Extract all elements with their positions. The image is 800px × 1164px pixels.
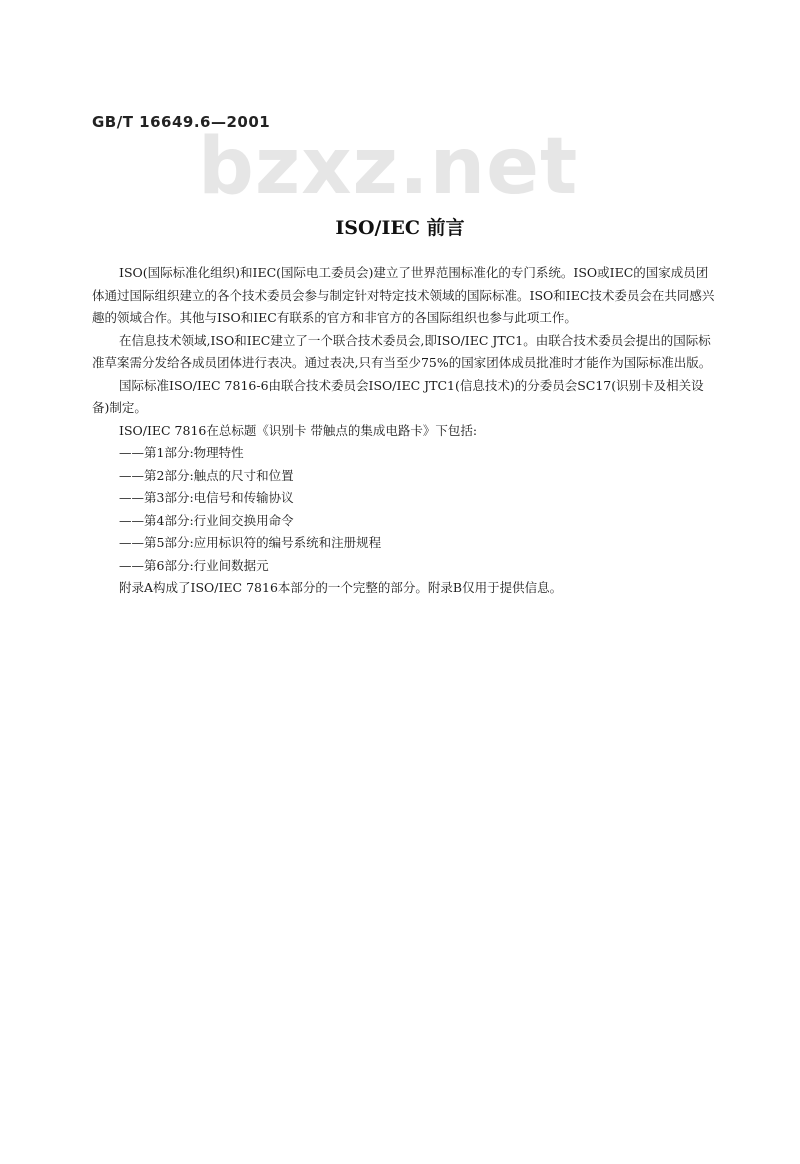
paragraph: 在信息技术领域,ISO和IEC建立了一个联合技术委员会,即ISO/IEC JTC1。由联合技术委员会提出的国际标准草案需分发给各成员团体进行表决。通过表决,只有当至少75%的国家团体成员批准时才能作为国际标准出版。 [92, 332, 712, 370]
list-item: ——第2部分:触点的尺寸和位置 [119, 467, 294, 483]
paragraph: 国际标准ISO/IEC 7816-6由联合技术委员会ISO/IEC JTC1(信息技术)的分委员会SC17(识别卡及相关设备)制定。 [92, 377, 704, 415]
document-body [92, 262, 720, 600]
closing-paragraph: 附录A构成了ISO/IEC 7816本部分的一个完整的部分。附录B仅用于提供信息。 [119, 580, 563, 595]
paragraph: ISO/IEC 7816在总标题《识别卡 带触点的集成电路卡》下包括: [119, 422, 478, 438]
list-item: ——第3部分:电信号和传输协议 [119, 490, 294, 505]
paragraph: ISO(国际标准化组织)和IEC(国际电工委员会)建立了世界范围标准化的专门系统。ISO或IEC的国家成员团体通过国际组织建立的各个技术委员会参与制定针对特定技术领域的国际标准。ISO和IEC技术委员会在共同感兴趣的领域合作。其他与ISO和IEC有联系的官方和非官方的各国际组织也参与此项工作。 [92, 265, 715, 325]
standard-code-header: GB/T 16649.6—2001 [92, 113, 271, 131]
list-item: ——第1部分:物理特性 [119, 445, 244, 460]
list-item: ——第6部分:行业间数据元 [119, 557, 269, 573]
watermark: bzxz.net [198, 122, 579, 212]
list-item: ——第4部分:行业间交换用命令 [119, 512, 294, 528]
list-item: ——第5部分:应用标识符的编号系统和注册规程 [119, 535, 382, 550]
page-title: ISO/IEC 前言 [335, 217, 465, 239]
